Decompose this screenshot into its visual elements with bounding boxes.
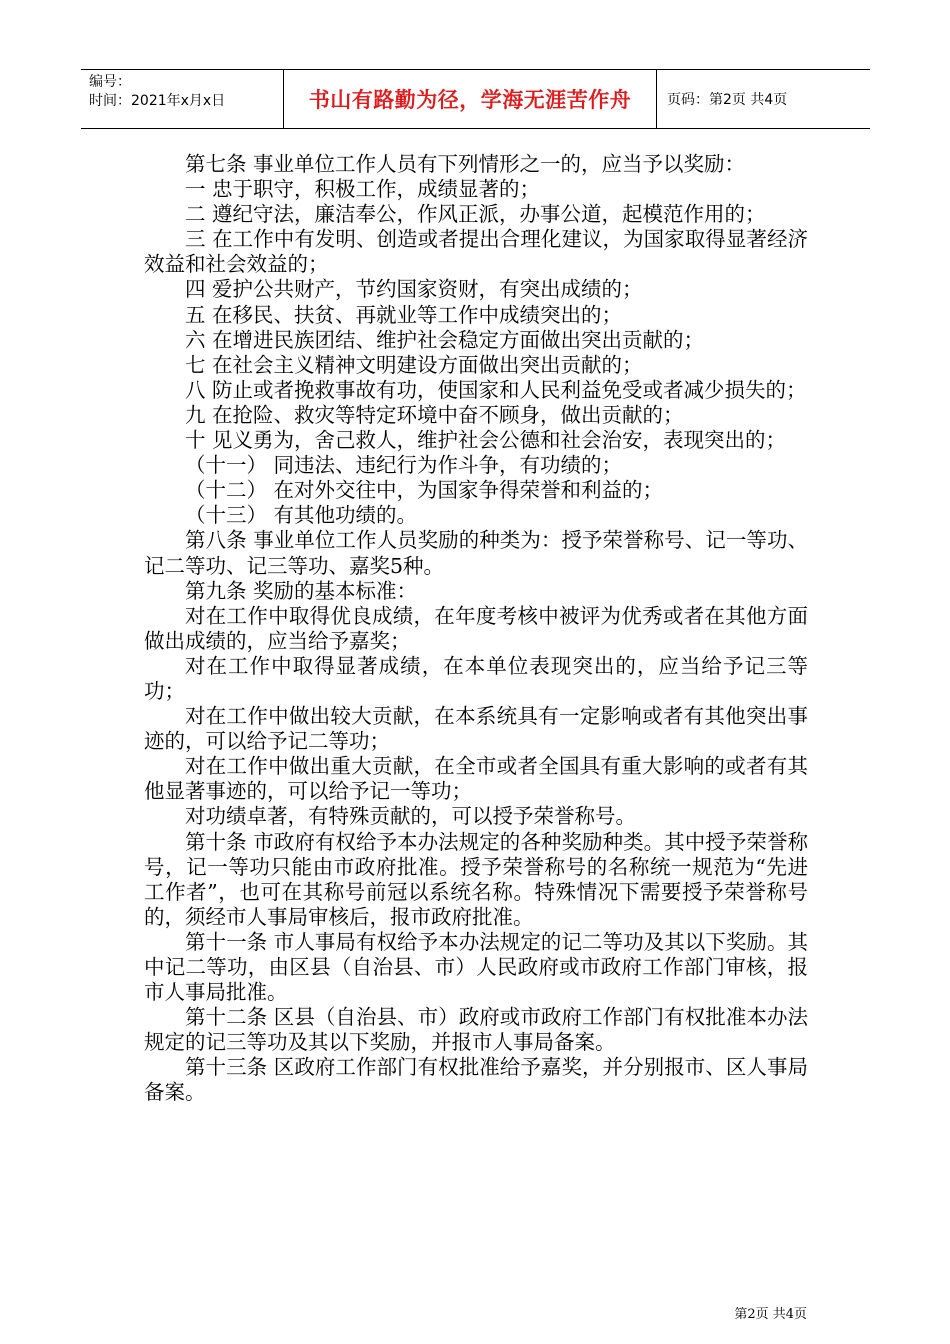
header-page-number: 页码：第2页 共4页	[667, 92, 788, 108]
header-motto-cell	[284, 70, 657, 128]
document-body	[144, 152, 808, 1106]
paragraph: 第十三条 区政府工作部门有权批准给予嘉奖，并分别报市、区人事局备案。	[144, 1055, 808, 1105]
paragraph: 八 防止或者挽救事故有功，使国家和人民利益免受或者减少损失的；	[185, 377, 807, 402]
paragraph: （十三） 有其他功绩的。	[185, 503, 418, 528]
paragraph: 五 在移民、扶贫、再就业等工作中成绩突出的；	[185, 302, 623, 327]
page-footer-number: 第2页 共4页	[734, 1307, 807, 1322]
paragraph: 第八条 事业单位工作人员奖励的种类为：授予荣誉称号、记一等功、记二等功、记三等功、嘉奖5种。	[144, 528, 808, 578]
paragraph: 六 在增进民族团结、维护社会稳定方面做出突出贡献的；	[185, 327, 705, 352]
paragraph: （十二） 在对外交往中，为国家争得荣誉和利益的；	[185, 478, 664, 503]
header-page-cell	[657, 70, 870, 128]
header-meta	[81, 70, 284, 128]
paragraph: 对在工作中取得显著成绩，在本单位表现突出的，应当给予记三等功；	[144, 653, 808, 703]
paragraph: 对功绩卓著，有特殊贡献的，可以授予荣誉称号。	[185, 804, 636, 829]
paragraph: 九 在抢险、救灾等特定环境中奋不顾身，做出贡献的；	[185, 402, 684, 427]
paragraph: 第十二条 区县（自治县、市）政府或市政府工作部门有权批准本办法规定的记三等功及其以下奖励，并报市人事局备案。	[144, 1005, 808, 1055]
paragraph: 对在工作中做出较大贡献，在本系统具有一定影响或者有其他突出事迹的，可以给予记二等功；	[144, 704, 808, 754]
paragraph: 第十条 市政府有权给予本办法规定的各种奖励种类。其中授予荣誉称号，记一等功只能由市政府批准。授予荣誉称号的名称统一规范为“先进工作者”，也可在其称号前冠以系统名称。特殊情况下需要授予荣誉称号的，须经市人事局审核后，报市政府批准。	[144, 829, 808, 929]
document-number-label: 编号：	[89, 74, 131, 90]
paragraph: 三 在工作中有发明、创造或者提出合理化建议，为国家取得显著经济效益和社会效益的；	[144, 227, 808, 277]
paragraph: （十一） 同违法、违纪行为作斗争，有功绩的；	[185, 453, 623, 478]
paragraph: 对在工作中取得优良成绩，在年度考核中被评为优秀或者在其他方面做出成绩的，应当给予嘉奖；	[144, 603, 808, 653]
paragraph: 第十一条 市人事局有权给予本办法规定的记二等功及其以下奖励。其中记二等功，由区县（自治县、市）人民政府或市政府工作部门审核，报市人事局批准。	[144, 929, 808, 1005]
paragraph: 第七条 事业单位工作人员有下列情形之一的，应当予以奖励：	[185, 152, 746, 176]
paragraph: 七 在社会主义精神文明建设方面做出突出贡献的；	[185, 352, 643, 377]
paragraph: 四 爱护公共财产，节约国家资财，有突出成绩的；	[185, 277, 643, 302]
paragraph: 一 忠于职守，积极工作，成绩显著的；	[185, 177, 541, 202]
paragraph: 第九条 奖励的基本标准：	[185, 578, 418, 603]
header-motto: 书山有路勤为径，学海无涯苦作舟	[308, 88, 632, 112]
page-header	[81, 69, 870, 129]
paragraph: 十 见义勇为，舍己救人，维护社会公德和社会治安，表现突出的；	[185, 428, 787, 453]
document-time-label: 时间：2021年x月x日	[89, 93, 226, 109]
paragraph: 对在工作中做出重大贡献，在全市或者全国具有重大影响的或者有其他显著事迹的，可以给予记一等功；	[144, 754, 808, 804]
paragraph: 二 遵纪守法，廉洁奉公，作风正派，办事公道，起模范作用的；	[185, 202, 766, 227]
